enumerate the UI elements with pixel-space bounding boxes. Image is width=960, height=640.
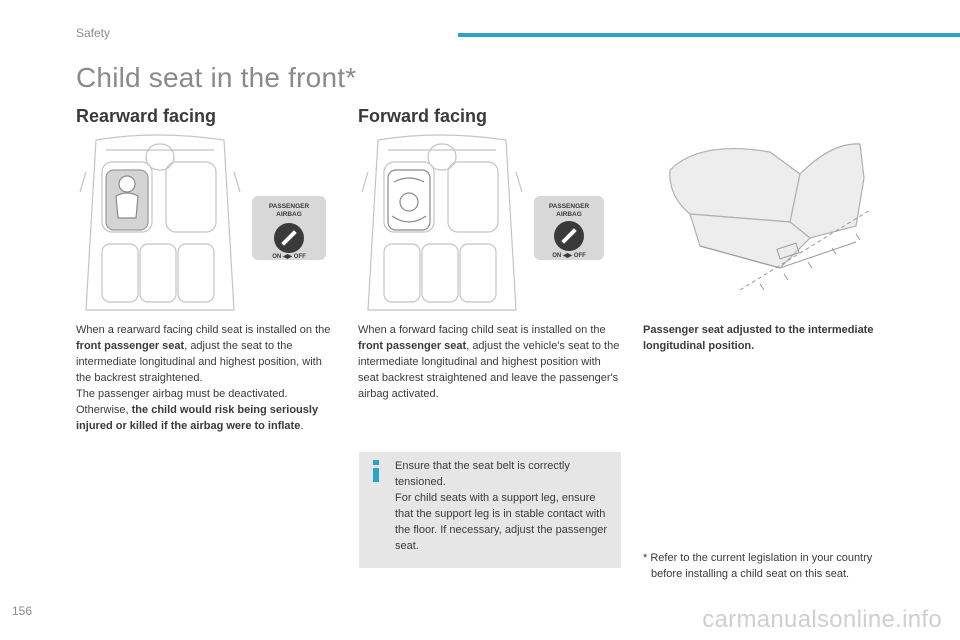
rearward-p1-c: , adjust the seat to the intermediate longitudinal and highest position, with the backrest straightened. xyxy=(76,340,322,384)
info-line-1: Ensure that the seat belt is correctly tensioned. xyxy=(395,460,570,488)
rearward-airbag-label-2: AIRBAG xyxy=(276,211,302,218)
rearward-p3-c: . xyxy=(300,420,304,432)
info-text xyxy=(395,458,609,554)
forward-airbag-label-2: AIRBAG xyxy=(556,211,582,218)
forward-p1-c: , adjust the vehicle's seat to the intermediate longitudinal and highest position with seat backrest straightened and leave the passenger's airbag activated. xyxy=(358,340,620,400)
forward-p1-b: front passenger seat xyxy=(358,340,467,352)
rearward-car-illustration xyxy=(76,132,336,312)
watermark: carmanualsonline.info xyxy=(702,606,942,633)
rearward-p3-a: Otherwise, xyxy=(76,404,132,416)
footnote-line-2: before installing a child seat on this seat. xyxy=(651,568,850,580)
forward-airbag-switch-label: ON ◀▶ OFF xyxy=(552,253,586,259)
section-label: Safety xyxy=(76,26,111,40)
forward-car-illustration xyxy=(358,132,608,312)
rearward-airbag-switch-label: ON ◀▶ OFF xyxy=(272,254,306,260)
info-line-2: For child seats with a support leg, ensure that the support leg is in stable contact with the floor. If necessary, adjust the passenger seat. xyxy=(395,492,607,552)
rearward-p1-a: When a rearward facing child seat is installed on the xyxy=(76,324,331,336)
page-number: 156 xyxy=(12,604,33,618)
page-title: Child seat in the front* xyxy=(76,62,357,93)
rearward-p1-b: front passenger seat xyxy=(76,340,185,352)
info-box xyxy=(359,452,621,568)
rearward-p3-b: the child would risk being seriously injured or killed if the airbag were to inflate xyxy=(76,404,319,432)
rearward-airbag-label-1: PASSENGER xyxy=(268,203,310,210)
footnote-line-1: * Refer to the current legislation in your country xyxy=(643,552,873,564)
rearward-p2: The passenger airbag must be deactivated. xyxy=(76,388,288,400)
section-rule xyxy=(458,33,960,37)
seat-caption: Passenger seat adjusted to the intermediate longitudinal position. xyxy=(643,324,874,352)
info-icon xyxy=(369,460,383,482)
rearward-heading: Rearward facing xyxy=(76,106,217,126)
seat-adjustment-illustration xyxy=(660,134,880,314)
airbag-on-switch-icon xyxy=(534,196,604,260)
rearward-instructions xyxy=(76,322,338,434)
forward-instructions xyxy=(358,322,624,402)
footnote xyxy=(643,550,923,582)
airbag-off-switch-icon xyxy=(252,196,326,260)
forward-heading: Forward facing xyxy=(358,106,488,126)
forward-airbag-label-1: PASSENGER xyxy=(548,203,590,210)
forward-p1-a: When a forward facing child seat is installed on the xyxy=(358,324,606,336)
